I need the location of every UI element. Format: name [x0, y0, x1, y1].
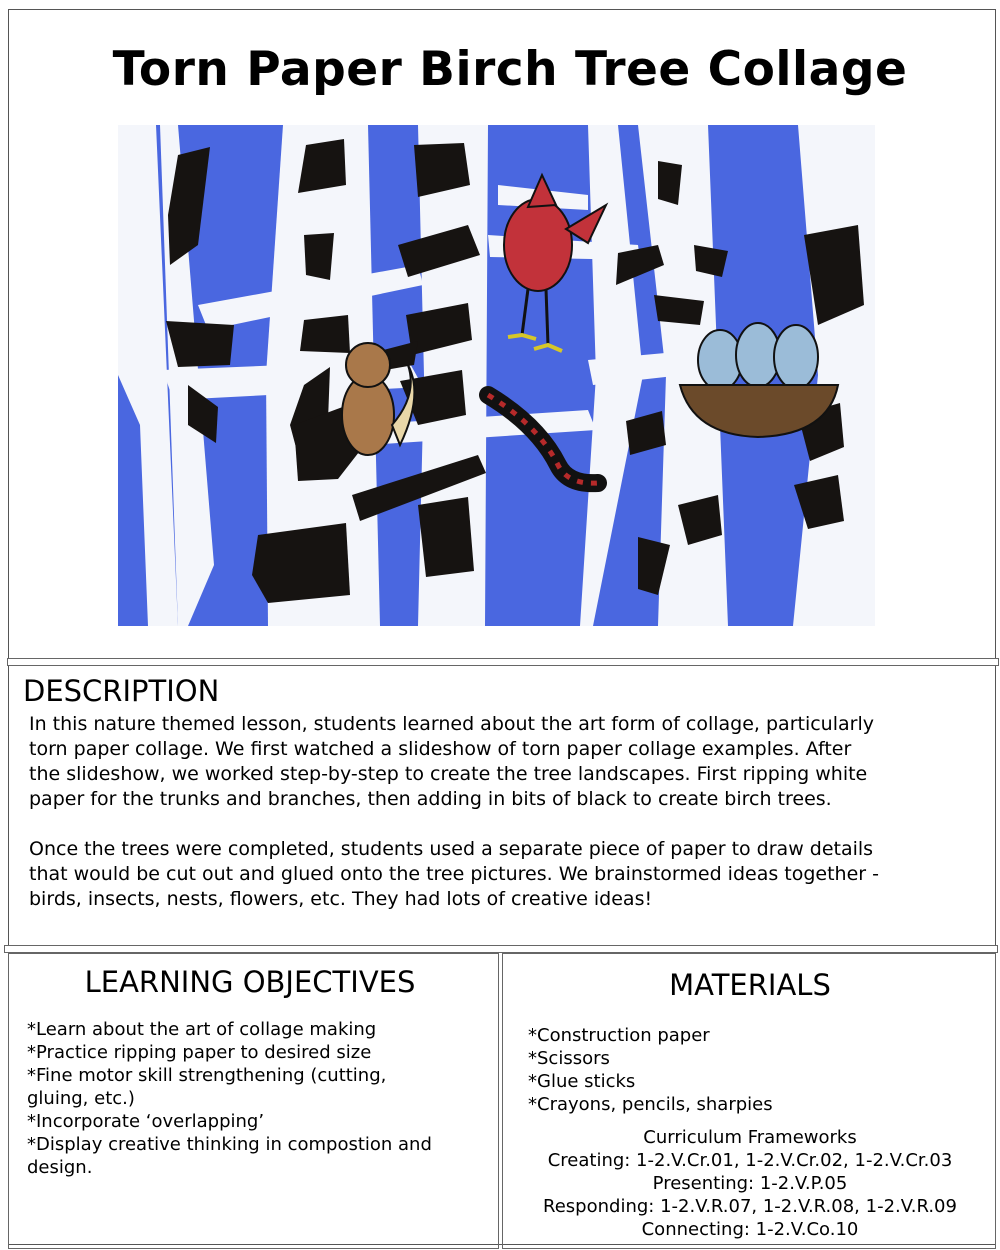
curriculum-line: Presenting: 1-2.V.P.05 — [652, 1173, 848, 1194]
description-paragraph-1 — [29, 712, 979, 812]
section-divider-top — [7, 658, 999, 666]
description-line: In this nature themed lesson, students learned about the art form of collage, particularly — [29, 713, 874, 735]
description-heading: DESCRIPTION — [23, 674, 220, 708]
description-line: that would be cut out and glued onto the tree pictures. We brainstormed ideas together - — [29, 863, 879, 885]
objective-item: design. — [27, 1157, 93, 1178]
curriculum-line: Connecting: 1-2.V.Co.10 — [641, 1219, 859, 1240]
torn-paper-birch-collage-image — [118, 125, 875, 626]
description-paragraph-2 — [29, 837, 979, 912]
material-item: *Glue sticks — [528, 1071, 636, 1092]
description-line: Once the trees were completed, students used a separate piece of paper to draw details — [29, 838, 874, 860]
curriculum-line: Creating: 1-2.V.Cr.01, 1-2.V.Cr.02, 1-2.V.Cr.03 — [547, 1150, 953, 1171]
curriculum-line: Responding: 1-2.V.R.07, 1-2.V.R.08, 1-2.V.R.09 — [543, 1196, 957, 1217]
page-title: Torn Paper Birch Tree Collage — [112, 42, 908, 97]
objectives-heading: LEARNING OBJECTIVES — [84, 965, 416, 999]
description-line: the slideshow, we worked step-by-step to create the tree landscapes. First ripping white — [29, 763, 868, 785]
section-divider-bottom — [4, 945, 998, 953]
materials-heading: MATERIALS — [669, 968, 831, 1002]
objective-item: *Practice ripping paper to desired size — [27, 1042, 372, 1063]
material-item: *Construction paper — [528, 1025, 710, 1046]
description-line: paper for the trunks and branches, then adding in bits of black to create birch trees. — [29, 788, 832, 810]
objective-item: *Learn about the art of collage making — [27, 1019, 377, 1040]
objective-item: *Display creative thinking in compostion and — [27, 1134, 432, 1155]
objective-item: *Incorporate ‘overlapping’ — [27, 1111, 265, 1132]
material-item: *Crayons, pencils, sharpies — [528, 1094, 773, 1115]
curriculum-frameworks — [505, 1126, 995, 1241]
material-item: *Scissors — [528, 1048, 610, 1069]
curriculum-heading: Curriculum Frameworks — [643, 1127, 857, 1148]
description-line: torn paper collage. We first watched a slideshow of torn paper collage examples. After — [29, 738, 852, 760]
collage-illustration — [118, 125, 875, 626]
description-line: birds, insects, nests, flowers, etc. They had lots of creative ideas! — [29, 888, 653, 910]
objective-item: *Fine motor skill strengthening (cutting, — [27, 1065, 387, 1086]
objectives-list — [27, 1018, 487, 1179]
materials-list — [528, 1024, 773, 1116]
description-body — [29, 712, 979, 937]
objective-item: gluing, etc.) — [27, 1088, 135, 1109]
